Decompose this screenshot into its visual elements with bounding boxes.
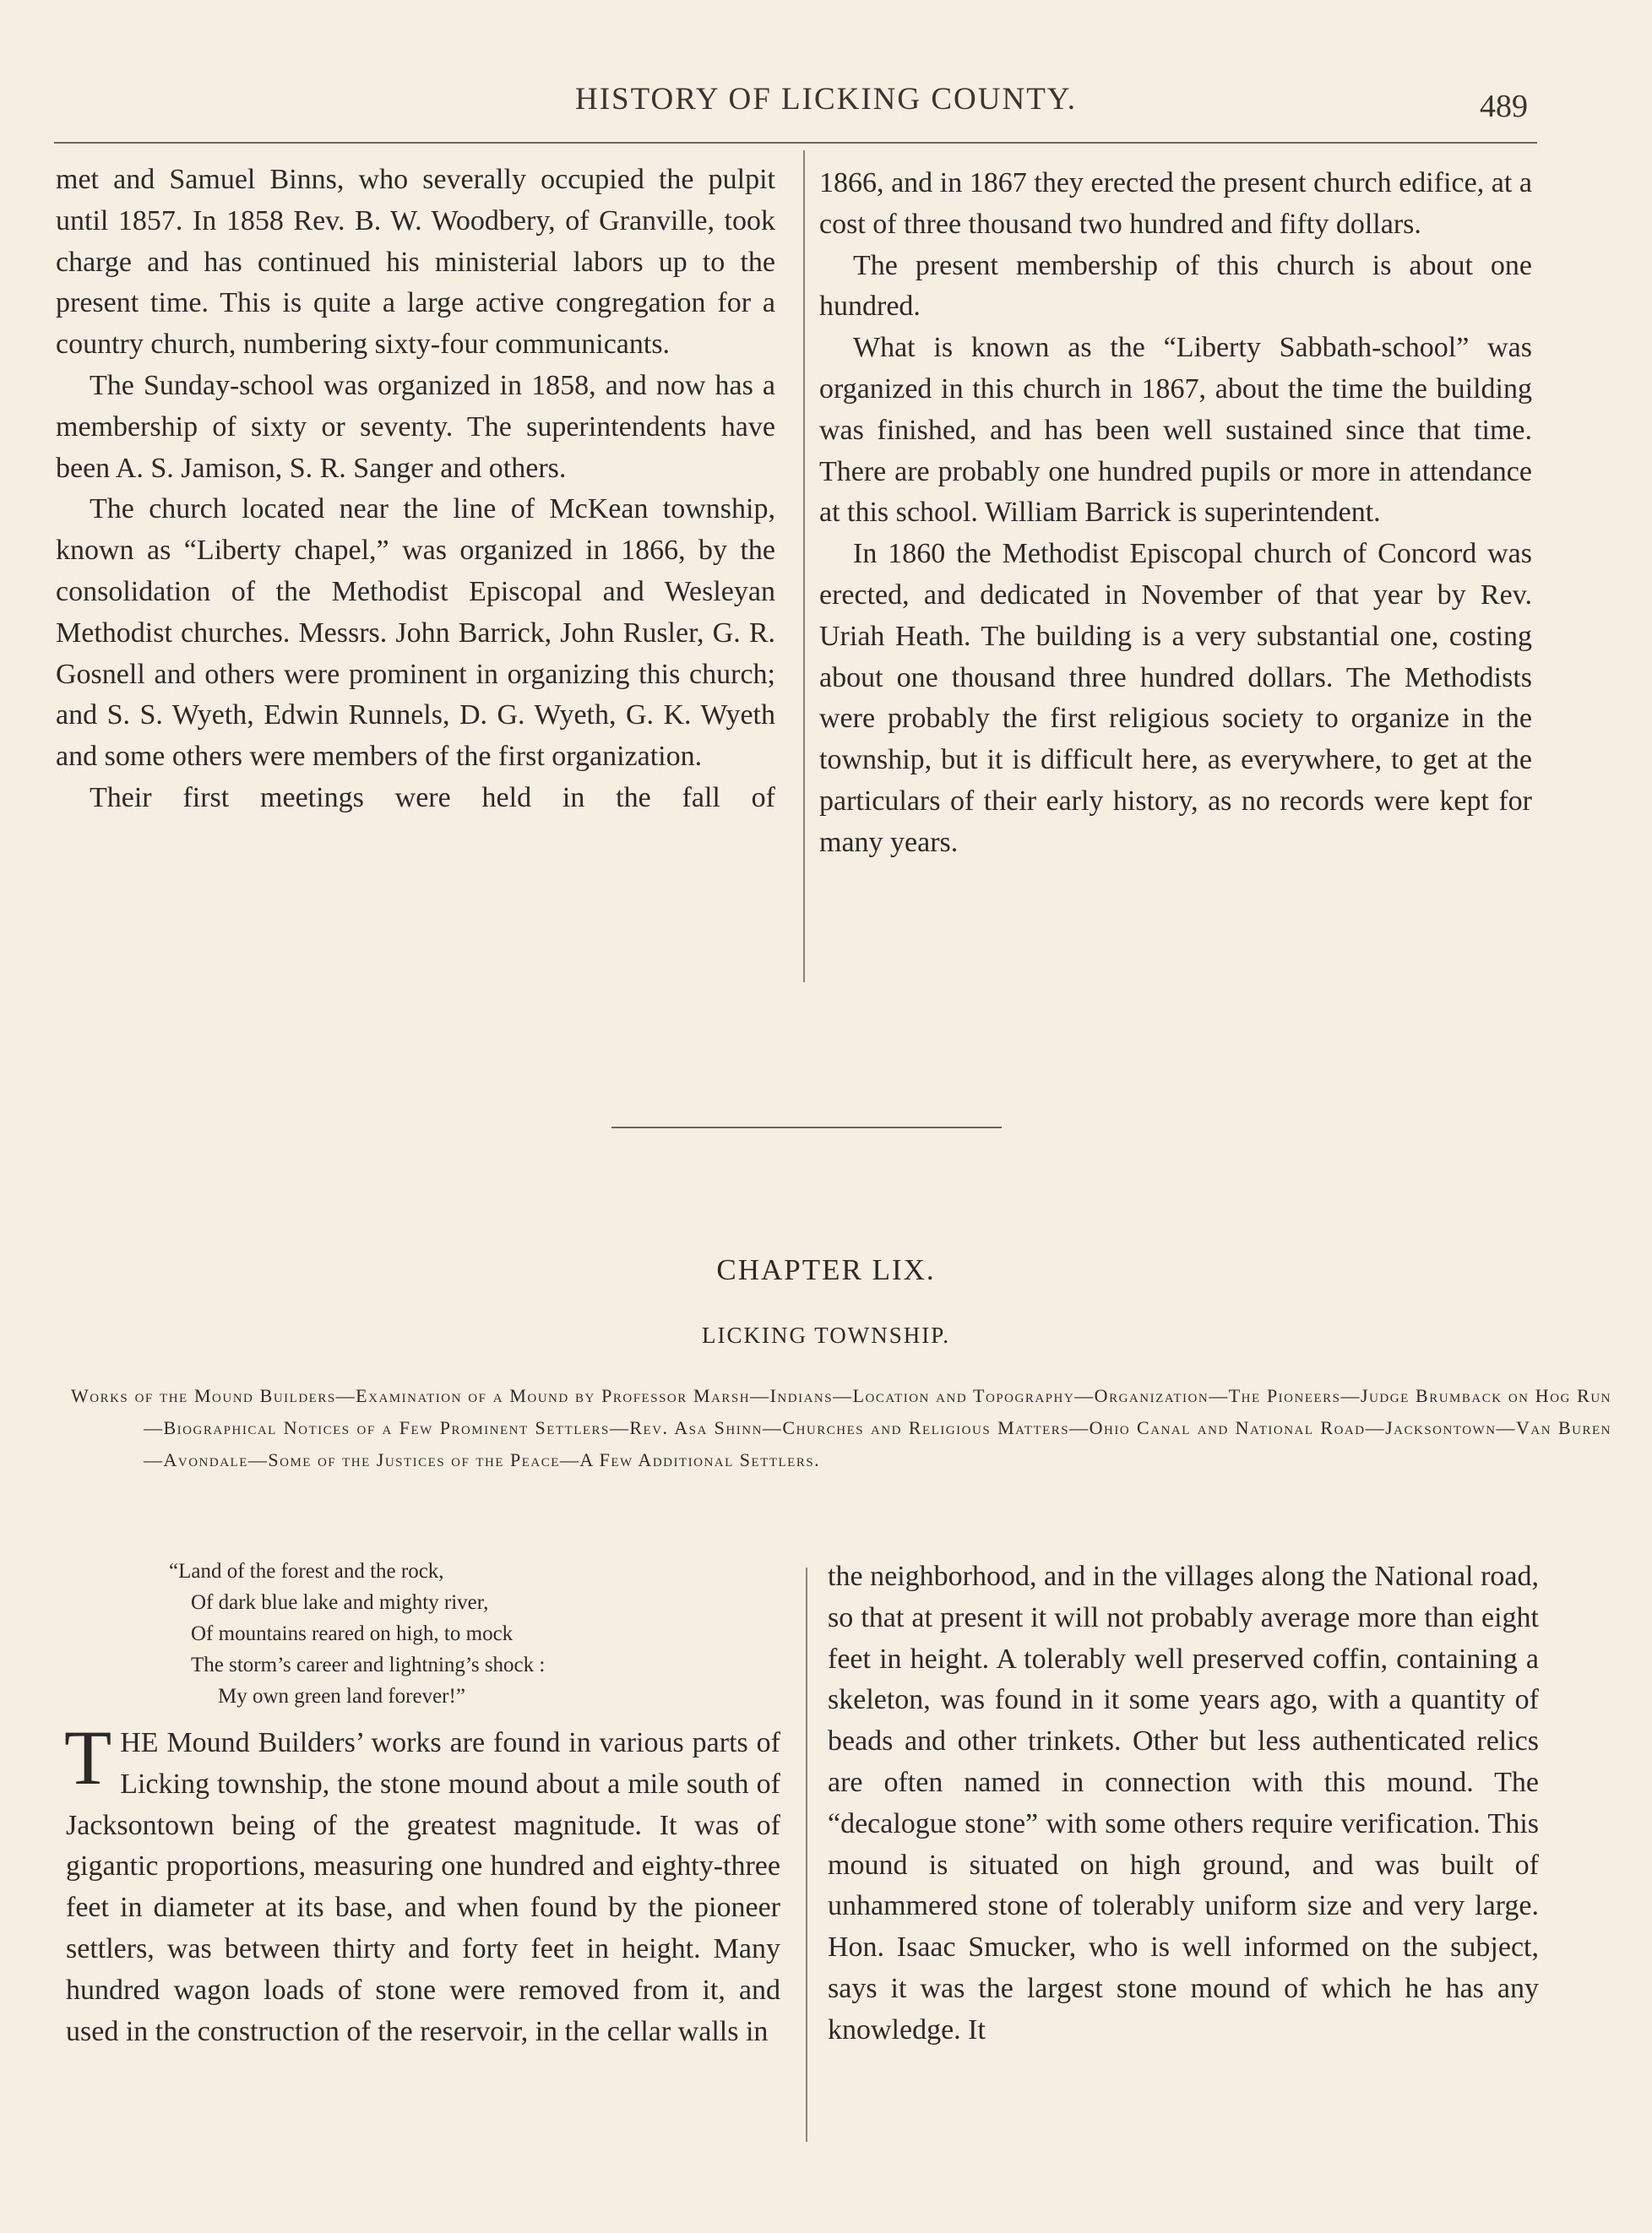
epigraph-line: Of dark blue lake and mighty river, — [191, 1591, 489, 1614]
epigraph — [169, 1556, 709, 1712]
paragraph: met and Samuel Binns, who severally occupied the pulpit until 1857. In 1858 Rev. B. W. Woodbery, of Granville, took charge and has continued his ministerial labors up to the present time. This is quite a large active congregation for a country church, numbering sixty-four communicants. — [56, 164, 775, 361]
epigraph-line: The storm’s career and lightning’s shock : — [191, 1654, 546, 1676]
paragraph: What is known as the “Liberty Sabbath-school” was organized in this church in 1867, about the time the building was finished, and has been well sustained since that time. There are probably one hundred pupils or more in attendance at this school. William Barrick is superintendent. — [819, 332, 1532, 529]
paragraph: 1866, and in 1867 they erected the present church edifice, at a cost of three thousand two hundred and fifty dollars. — [819, 167, 1532, 240]
lower-left-column — [64, 1714, 780, 2052]
page-number: 489 — [1480, 89, 1528, 124]
running-head: HISTORY OF LICKING COUNTY. — [574, 82, 1078, 117]
lower-right-column — [828, 1557, 1539, 2051]
drop-cap: T — [64, 1714, 112, 1801]
epigraph-line: My own green land forever!” — [218, 1685, 465, 1708]
epigraph-line: Of mountains reared on high, to mock — [191, 1622, 514, 1645]
chapter-title: CHAPTER LIX. — [716, 1253, 936, 1286]
paragraph: The present membership of this church is about one hundred. — [819, 249, 1532, 323]
paragraph: Their first meetings were held in the fall of — [90, 781, 775, 813]
epigraph-line: “Land of the forest and the rock, — [169, 1560, 444, 1583]
paragraph: The church located near the line of McKean township, known as “Liberty chapel,” was organized in 1866, by the consolidation of the Methodist Episcopal and Wesleyan Methodist churches. Messrs. John Barrick, John Rusler, G. R. Gosnell and others were prominent in organizing this church; and S. S. Wyeth, Edwin Runnels, D. G. Wyeth, G. K. Wyeth and some others were members of the first organization. — [56, 493, 775, 773]
paragraph: the neighborhood, and in the villages along the National road, so that at present it will not probably average more than eight feet in height. A tolerably well preserved coffin, containing a skeleton, was found in it some years ago, with a quantity of beads and other trinkets. Other but less authenticated relics are often named in connection with this mound. The “decalogue stone” with some others require verification. This mound is situated on high ground, and was built of unhammered stone of tolerably uniform size and very large. Hon. Isaac Smucker, who is well informed on the subject, says it was the largest stone mound of which he has any knowledge. It — [828, 1561, 1539, 2046]
section-separator — [611, 1127, 1002, 1128]
header-rule — [54, 142, 1537, 144]
upper-right-column — [819, 163, 1532, 864]
chapter-opening-text: HE Mound Builders’ works are found in various parts of Licking township, the stone mound about a mile south of Jacksontown being of the greatest magnitude. It was of gigantic proportions, measuring one hundred and eighty-three feet in diameter at its base, and when found by the pioneer settlers, was between thirty and forty feet in height. Many hundred wagon loads of stone were removed from it, and used in the construction of the reservoir, in the cellar walls in — [66, 1727, 780, 2047]
chapter-synopsis: Works of the Mound Builders—Examination of a Mound by Professor Marsh—Indians—Location and Topography—Organization—The Pioneers—Judge Brumback on Hog Run—Biographical Notices of a Few Prominent Settlers—Rev. Asa Shinn—Churches and Religious Matters—Ohio Canal and National Road—Jacksontown—Van Buren—Avondale—Some of the Justices of the Peace—A Few Additional Settlers. — [71, 1385, 1611, 1470]
chapter-subtitle: LICKING TOWNSHIP. — [701, 1323, 950, 1348]
column-divider — [806, 1567, 807, 2142]
upper-left-column — [56, 160, 775, 819]
column-divider — [803, 150, 805, 982]
paragraph: The Sunday-school was organized in 1858, and now has a membership of sixty or seventy. The superintendents have been A. S. Jamison, S. R. Sanger and others. — [56, 369, 775, 484]
paragraph: In 1860 the Methodist Episcopal church of Concord was erected, and dedicated in November of that year by Rev. Uriah Heath. The building is a very substantial one, costing about one thousand three hundred dollars. The Methodists were probably the first religious society to organize in the township, but it is difficult here, as everywhere, to get at the particulars of their early history, as no records were kept for many years. — [819, 538, 1532, 858]
